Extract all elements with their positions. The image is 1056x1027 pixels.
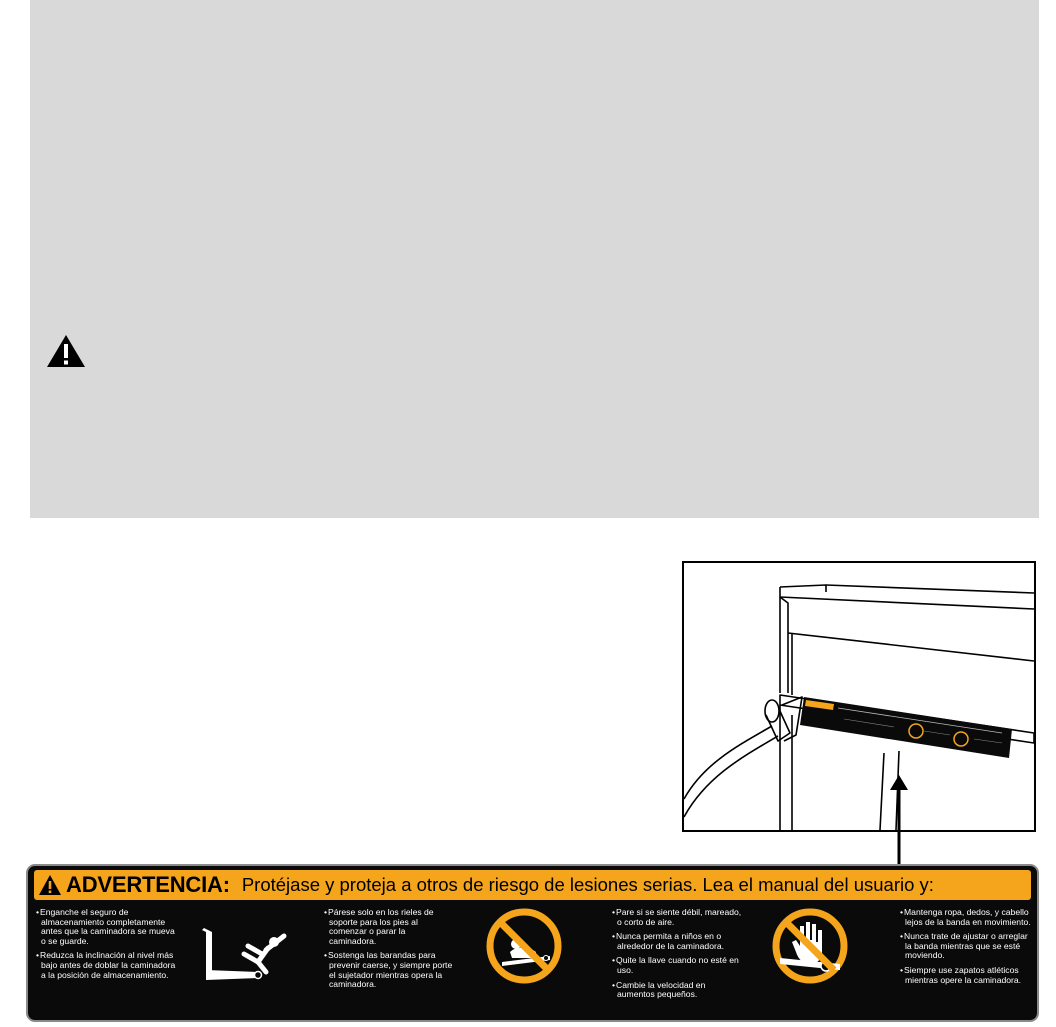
sticker-on-frame	[800, 697, 1012, 758]
label-bullet: • Nunca permita a niños en o alrededor de la caminadora.	[612, 932, 742, 951]
label-bullet: • Quite la llave cuando no esté en uso.	[612, 956, 742, 975]
label-column-4	[900, 908, 1032, 990]
treadmill-drawing	[684, 563, 1034, 830]
treadmill-illustration	[682, 561, 1036, 832]
label-column-3	[612, 908, 742, 1005]
warning-triangle-icon	[38, 874, 62, 896]
label-heading-word: ADVERTENCIA:	[66, 872, 230, 897]
label-heading-message: Protéjase y proteja a otros de riesgo de lesiones serias. Lea el manual del usuario y:	[241, 874, 934, 895]
no-children-icon	[484, 906, 564, 986]
label-bullet: • Cambie la velocidad en aumentos pequeños.	[612, 981, 742, 1000]
label-bullet: • Pare si se siente débil, mareado, o corto de aire.	[612, 908, 742, 927]
label-bullet: • Nunca trate de ajustar o arreglar la banda mientras que se esté moviendo.	[900, 932, 1032, 961]
label-header	[34, 870, 1031, 900]
label-column-1	[36, 908, 176, 985]
label-bullet: • Siempre use zapatos atléticos mientras opere la caminadora.	[900, 966, 1032, 985]
warning-text-panel	[30, 0, 1039, 518]
label-bullet: • Enganche el seguro de almacenamiento completamente antes que la caminadora se mueva o se guarde.	[36, 908, 176, 946]
pointer-arrow-icon	[884, 775, 914, 870]
warning-label	[28, 866, 1037, 1020]
label-bullet: • Sostenga las barandas para prevenir caerse, y siempre porte el sujetador mientras opera la caminadora.	[324, 951, 454, 989]
no-hands-icon	[770, 906, 850, 986]
warning-triangle-icon	[45, 333, 87, 369]
label-bullet: • Mantenga ropa, dedos, y cabello lejos de la banda en movimiento.	[900, 908, 1032, 927]
label-column-2	[324, 908, 454, 995]
label-bullet: • Párese solo en los rieles de soporte para los pies al comenzar o parar la caminadora.	[324, 908, 454, 946]
falling-person-icon	[200, 926, 304, 986]
label-bullet: • Reduzca la inclinación al nivel más bajo antes de doblar la caminadora a la posición de almacenamiento.	[36, 951, 176, 980]
